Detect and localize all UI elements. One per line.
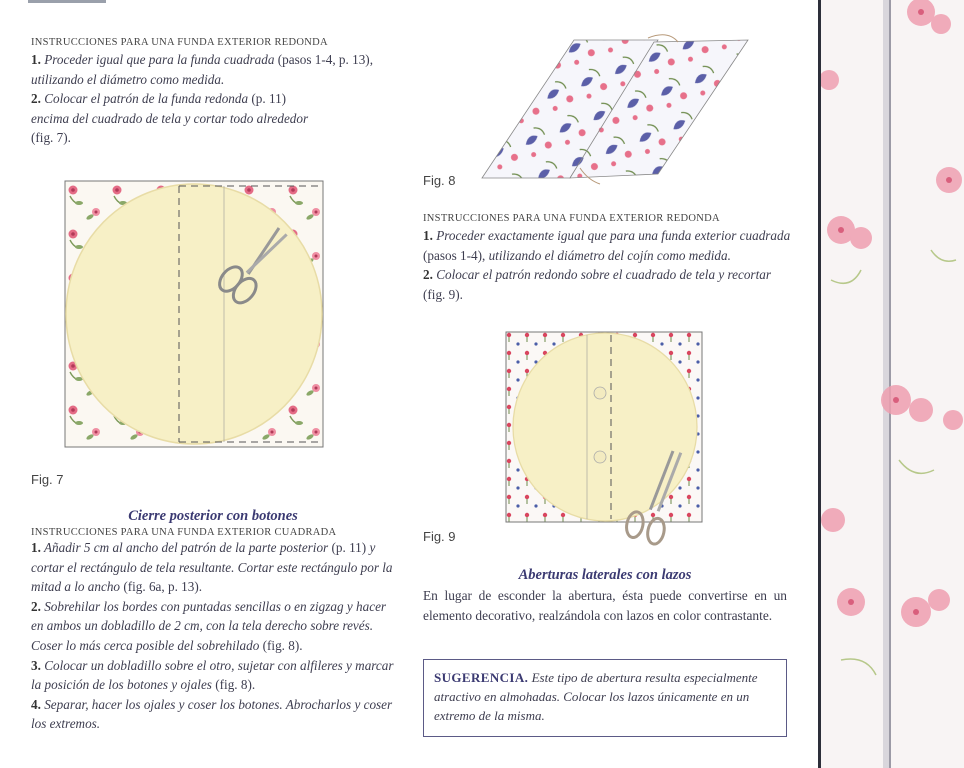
tip-text: SUGERENCIA. Este tipo de abertura resulta especialmente atractivo en almohadas. Colocar los lazos únicamente en un extremo de la misma. [434,670,758,723]
tip-label: SUGERENCIA. [434,670,529,685]
section-title: Cierre posterior con botones [128,508,298,524]
fig7-label: Fig. 7 [31,472,64,487]
step-item: 2. Colocar el patrón redondo sobre el cuadrado de tela y recortar (fig. 9). [423,267,771,302]
section-title: Aberturas laterales con lazos [518,567,692,583]
section-round-cover-1 [31,37,401,148]
fig9-label: Fig. 9 [423,529,456,544]
fig8-label: Fig. 8 [423,173,456,188]
step-item: 1. Proceder exactamente igual que para una funda exterior cuadrada (pasos 1-4), utilizando el diámetro del cojín como medida. [423,228,791,263]
button-mark [594,451,606,463]
section-heading: INSTRUCCIONES PARA UNA FUNDA EXTERIOR CUADRADA [31,527,337,538]
fig7-illustration [64,180,376,450]
step-item: 1. Añadir 5 cm al ancho del patrón de la parte posterior (p. 11) y cortar el rectángulo de tela resultante. Cortar este rectángulo por la mitad a lo ancho (fig. 6a, p. 13). [31,540,393,595]
step-item: 3. Colocar un dobladillo sobre el otro, sujetar con alfileres y marcar la posición de los botones y ojales (fig. 8). [31,657,394,693]
page-edge-mark [28,0,106,3]
step-item: 4. Separar, hacer los ojales y coser los botones. Abrocharlos y coser los extremos. [31,696,393,732]
section-round-cover-2 [423,213,793,304]
tip-box [423,659,787,737]
section-side-ties [423,567,787,626]
step-item: 2. Sobrehilar los bordes con puntadas sencillas o en zigzag y hacer en ambos un dobladillo de 2 cm, con la tela derecho sobre revés. Coser lo más cerca posible del sobrehilado (fig. 8). [31,598,387,653]
fig9-illustration [505,331,711,555]
step-item: 1. Proceder igual que para la funda cuadrada (pasos 1-4, p. 13), utilizando el diámetro como medida. [31,52,373,87]
fig8-illustration [478,28,754,188]
section-heading: INSTRUCCIONES PARA UNA FUNDA EXTERIOR REDONDA [31,37,328,48]
floral-fabric-strip [821,0,964,768]
section-body: En lugar de esconder la abertura, ésta puede convertirse en un elemento decorativo, realzándola con lazos en color contrastante. [423,588,787,623]
section-back-closure [31,508,395,734]
step-item: 2. Colocar el patrón de la funda redonda (p. 11) encima del cuadrado de tela y cortar todo alrededor (fig. 7). [31,91,309,146]
button-mark [594,387,606,399]
section-heading: INSTRUCCIONES PARA UNA FUNDA EXTERIOR REDONDA [423,213,720,224]
